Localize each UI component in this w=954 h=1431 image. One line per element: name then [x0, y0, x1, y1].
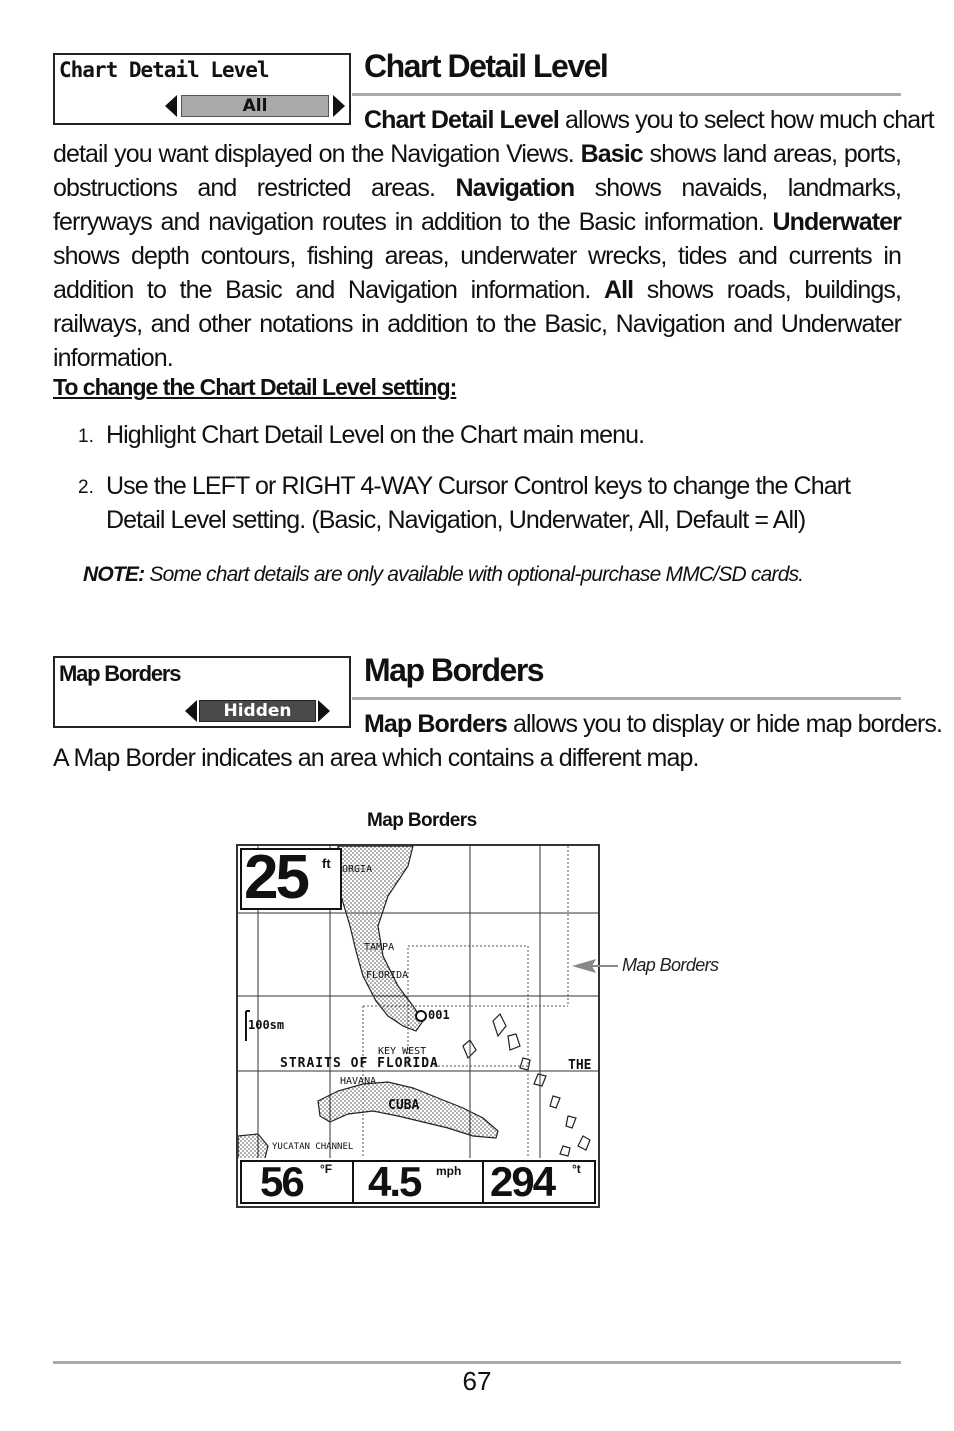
intro-bold: Map Borders — [364, 710, 507, 738]
map-borders-menu-widget — [53, 656, 351, 728]
waypoint-icon — [416, 1011, 426, 1021]
step-text: Use the LEFT or RIGHT 4-WAY Cursor Control keys to change the Chart Detail Level setting. (Basic, Navigation, Underwater, All, Default = All) — [106, 472, 851, 534]
readout-temp-unit: °F — [320, 1162, 333, 1176]
map-label-straits: STRAITS OF FLORIDA — [280, 1056, 439, 1071]
step-text: Highlight Chart Detail Level on the Chart main menu. — [106, 421, 645, 449]
body-paragraph — [53, 137, 901, 375]
body-text: shows land areas, ports, obstructions and restricted areas. — [53, 140, 902, 202]
map-label-yucatan: YUCATAN CHANNEL — [272, 1142, 354, 1152]
right-arrow-icon — [318, 700, 330, 722]
map-label-key-west: KEY WEST — [378, 1046, 427, 1057]
page-number: 67 — [462, 1366, 492, 1396]
intro-bold: Chart Detail Level — [364, 106, 559, 134]
figure-caption: Map Borders — [367, 810, 477, 831]
intro-text: allows you to display or hide map borders. — [506, 710, 943, 738]
readout-speed-unit: mph — [436, 1164, 462, 1178]
intro-line — [364, 707, 942, 741]
readout-heading-unit: °t — [572, 1162, 581, 1176]
menu-value: All — [181, 95, 329, 117]
scale-label: 100sm — [248, 1018, 285, 1032]
callout-label: Map Borders — [622, 955, 719, 975]
depth-value: 25 — [244, 844, 307, 912]
map-label-havana: HAVANA — [340, 1076, 377, 1087]
map-label-florida: FLORIDA — [366, 970, 409, 981]
body-line: A Map Border indicates an area which contains a different map. — [53, 744, 699, 772]
right-arrow-icon — [333, 95, 345, 117]
map-screenshot — [236, 844, 600, 1208]
body-bold-term: Basic — [580, 140, 643, 168]
body-bold-term: Navigation — [455, 174, 575, 202]
map-label-cuba: CUBA — [388, 1098, 420, 1113]
note — [83, 563, 803, 587]
body-text: shows depth contours, fishing areas, underwater wrecks, tides and currents in addition to the Basic and Navigation information. — [53, 242, 901, 304]
readout-speed-value: 4.5 — [368, 1158, 421, 1205]
note-label: NOTE: — [83, 563, 145, 586]
heading-rule — [352, 697, 901, 700]
waypoint-label: 001 — [428, 1008, 450, 1022]
map-label-the: THE — [568, 1058, 592, 1073]
readout-temp-value: 56 — [260, 1158, 303, 1205]
section-heading-map-borders: Map Borders — [364, 652, 544, 688]
map-label-georgia: ORGIA — [342, 864, 373, 875]
body-text: detail you want displayed on the Navigation Views. — [53, 140, 581, 168]
body-bold-term: All — [603, 276, 634, 304]
intro-text: allows you to select how much chart — [558, 106, 934, 134]
intro-line — [364, 103, 934, 137]
menu-title: Chart Detail Level — [59, 58, 269, 82]
procedure-heading: To change the Chart Detail Level setting: — [53, 374, 457, 400]
note-text: Some chart details are only available with optional-purchase MMC/SD cards. — [144, 563, 804, 586]
footer-rule — [53, 1361, 901, 1364]
body-text: shows roads, buildings, railways, and other notations in addition to the Basic, Navigation and Underwater information. — [53, 276, 901, 372]
depth-unit: ft — [322, 856, 331, 871]
body-text: shows navaids, landmarks, ferryways and navigation routes in addition to the Basic information. — [53, 174, 901, 236]
step-number: 1. — [78, 426, 94, 447]
section-heading-chart-detail-level: Chart Detail Level — [364, 48, 608, 84]
body-bold-term: Underwater — [772, 208, 901, 236]
callout-arrow-icon — [570, 956, 620, 976]
left-arrow-icon — [165, 95, 177, 117]
readout-heading-value: 294 — [490, 1158, 555, 1205]
step-number: 2. — [78, 477, 94, 498]
chart-detail-level-menu-widget — [53, 53, 351, 125]
menu-value: Hidden — [199, 700, 316, 722]
heading-rule — [352, 93, 901, 96]
map-label-tampa: TAMPA — [364, 942, 395, 953]
menu-title: Map Borders — [59, 661, 181, 686]
left-arrow-icon — [185, 700, 197, 722]
